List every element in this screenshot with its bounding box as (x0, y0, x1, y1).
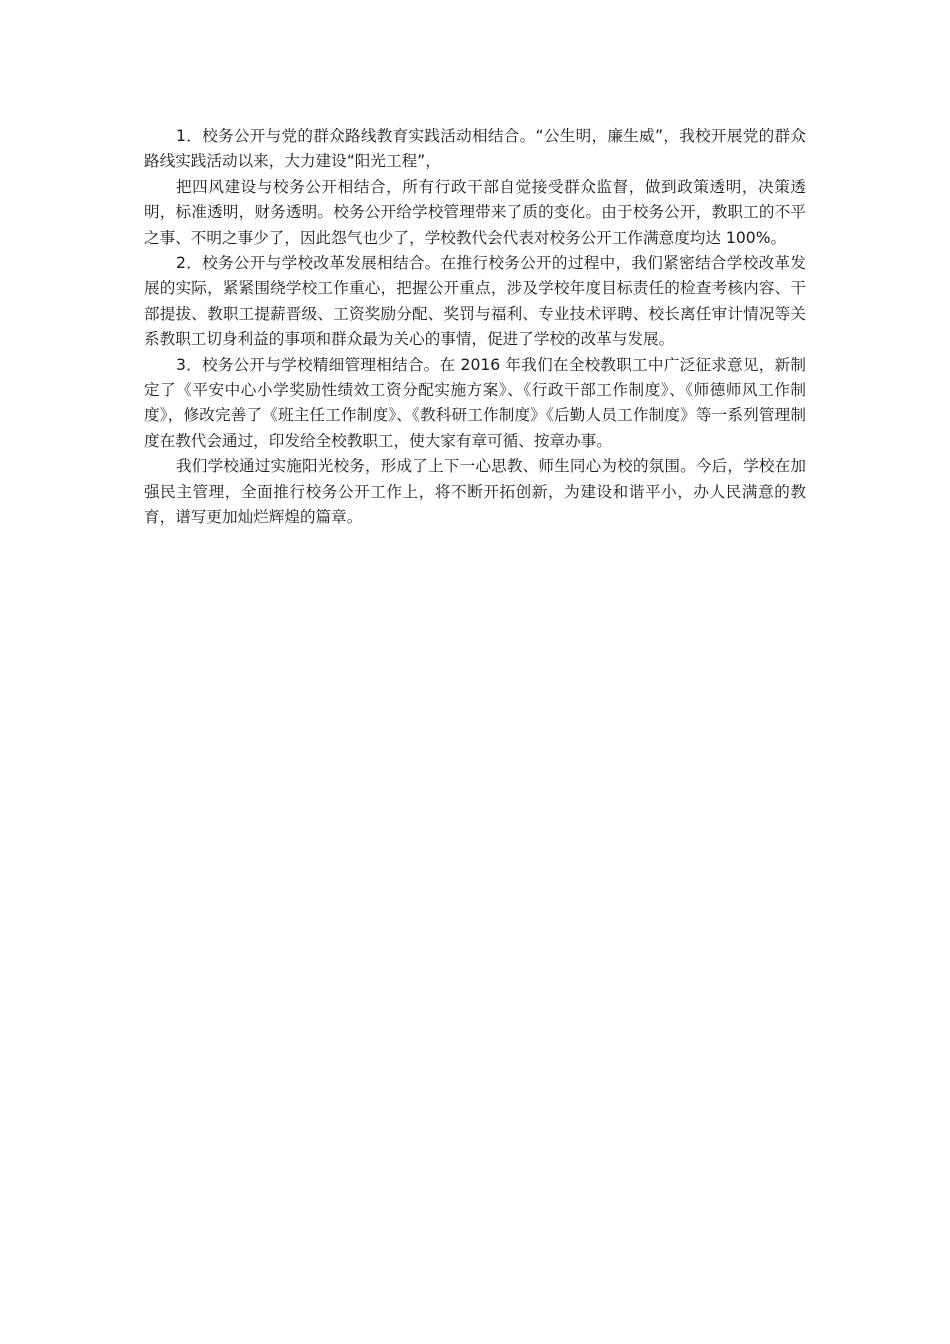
document-body (144, 124, 806, 531)
paragraph-3: 2．校务公开与学校改革发展相结合。在推行校务公开的过程中，我们紧密结合学校改革发展的实际，紧紧围绕学校工作重心，把握公开重点，涉及学校年度目标责任的检查考核内容、干部提拔、教职工提薪晋级、工资奖励分配、奖罚与福利、专业技术评聘、校长离任审计情况等关系教职工切身利益的事项和群众最为关心的事情，促进了学校的改革与发展。 (144, 254, 806, 349)
paragraph-2: 把四风建设与校务公开相结合，所有行政干部自觉接受群众监督，做到政策透明，决策透明，标准透明，财务透明。校务公开给学校管理带来了质的变化。由于校务公开，教职工的不平之事、不明之事少了，因此怨气也少了，学校教代会代表对校务公开工作满意度均达 100%。 (144, 177, 806, 247)
paragraph-4: 3．校务公开与学校精细管理相结合。在 2016 年我们在全校教职工中广泛征求意见，新制定了《平安中心小学奖励性绩效工资分配实施方案》、《行政干部工作制度》、《师德师风工作制度》，修改完善了《班主任工作制度》、《教科研工作制度》《后勤人员工作制度》等一系列管理制度在教代会通过，印发给全校教职工，使大家有章可循、按章办事。 (144, 355, 806, 450)
paragraph-1: 1．校务公开与党的群众路线教育实践活动相结合。“公生明，廉生威”，我校开展党的群众路线实践活动以来，大力建设“阳光工程”， (144, 127, 806, 171)
paragraph-5: 我们学校通过实施阳光校务，形成了上下一心思教、师生同心为校的氛围。今后，学校在加强民主管理，全面推行校务公开工作上，将不断开拓创新，为建设和谐平小，办人民满意的教育，谱写更加灿烂辉煌的篇章。 (144, 457, 806, 527)
